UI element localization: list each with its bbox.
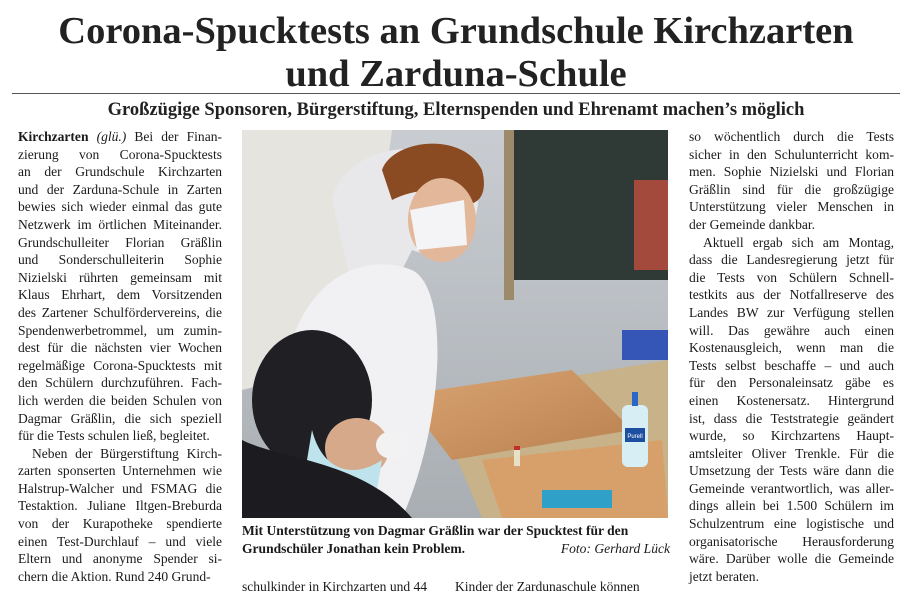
text-line: Aktuell ergab sich am Montag, [703, 234, 894, 250]
text-line: men. Sophie Nizielski und Florian [689, 164, 894, 180]
text-line: Eltern und anonyme Spender si- [18, 551, 222, 567]
text-line: Halstrup-Walcher und FSMAG die [18, 480, 222, 496]
dateline: Kirchzarten [18, 129, 89, 144]
text-line: Neben der Bürgerstiftung Kirch- [32, 445, 222, 461]
text-line: organisatorische Herausforderung [689, 533, 894, 549]
text-line: Testaktion. Juliane Iltgen-Breburda [18, 498, 222, 514]
col2b-bottom-line: Kinder der Zardunaschule können [455, 579, 640, 594]
text-line: dass die Landesregierung jetzt für [689, 252, 894, 268]
text-line: will. Das gewähre auch einen [689, 322, 894, 338]
text-line: regelmäßige Corona-Spucktests mit [18, 357, 222, 373]
headline-line-2: und Zarduna-Schule [285, 53, 627, 95]
test-tube [376, 431, 408, 459]
text-line: der Gemeinde dankbar. [689, 216, 816, 232]
text-line: an der Grundschule Kirchzarten [18, 164, 222, 180]
text-line: wäre. Darüber wolle die Gemeinde [689, 551, 894, 567]
text-line: chern die Aktion. Rund 240 Grund- [18, 568, 211, 584]
text-line: dings allein bei 1.500 Schülern im [689, 498, 894, 514]
text-line: amtsleiter Oliver Trenkle. Für die [689, 445, 894, 461]
text-line: lich werden die beiden Schulen von [18, 392, 222, 408]
article-headline [10, 10, 902, 96]
text-line: den Schülern durchzuführen. Fach- [18, 375, 222, 391]
text-line: wurde, so Kirchzartens Haupt- [689, 428, 894, 444]
caption-line-1: Mit Unterstützung von Dagmar Gräßlin war der Spucktest für den [242, 523, 629, 538]
col1-first-line: Kirchzarten (glü.) Bei der Finan- [18, 129, 222, 144]
text-line: Landes BW zur Verfügung stellen [689, 304, 894, 320]
text-line: Umsetzung der Tests wäre dann die [689, 463, 894, 479]
caption-line-2: Grundschüler Jonathan kein Problem. [242, 540, 466, 556]
text-line: Dagmar Gräßlin, die sich speziell [18, 410, 222, 426]
text-line: ist, dass die Teststrategie geändert [689, 410, 894, 426]
text-line: und Sonderschulleiterin Sophie [18, 252, 222, 268]
text-line: Klaus Ehrhart, dem Vorsitzenden [18, 287, 222, 303]
text-line: Tests selbst beschaffe – und auch [689, 357, 894, 373]
text-line: Schulzentrum eine logistische und [689, 516, 894, 532]
text-line: zarten sponserten Unternehmen wie [18, 463, 222, 479]
headline-line-1: Corona-Spucktests an Grundschule Kirchzarten [58, 10, 854, 52]
text-line: Gemeinde verantwortlich, was aller- [689, 480, 894, 496]
article-photo [242, 130, 668, 518]
text-line: für die Tests schulen ließ, begleitet. [18, 428, 210, 444]
text-line: Kostenausgleich, wenn man die [689, 340, 894, 356]
col2-bottom-line: schulkinder in Kirchzarten und 44 [242, 579, 428, 594]
text-line: einen Test-Durchlauf – und viele [18, 533, 222, 549]
photo-caption [242, 522, 670, 557]
text-line: so wöchentlich durch die Tests [689, 129, 894, 144]
text-line: die Tests von Schülern Schnell- [689, 269, 894, 285]
text-line: und der Zarduna-Schule in Zarten [18, 181, 222, 197]
text-line: sicher in den Schulunterricht kom- [689, 146, 894, 162]
text-line: zierung von Corona-Spucktests [18, 146, 222, 162]
text-line: Gräßlin sind für die großzügige [689, 181, 894, 197]
author-tag: (glü.) [96, 129, 127, 144]
text-column-1 [18, 128, 222, 585]
blue-crate [622, 330, 668, 360]
text-line: dest für die nächsten vier Wochen [18, 340, 222, 356]
text-line: von der Kurapotheke spendierte [18, 516, 222, 532]
text-line: einen Kostenersatz. Hintergrund [689, 392, 894, 408]
text-line: Unterstützung vieler Menschen in [689, 199, 894, 215]
text-line: Nizielski rührten gemeinsam mit [18, 269, 222, 285]
text-column-3 [689, 128, 894, 585]
text-line: des Zartener Schulfördervereins, die [18, 304, 222, 320]
bottle-label: Purell [627, 434, 643, 440]
text-line: bewies sich wieder einmal das gute [18, 199, 222, 215]
text-line: Netzwerk im örtlichen Miteinander. [18, 216, 222, 232]
photo-credit: Foto: Gerhard Lück [560, 540, 670, 556]
text-line: Grundschulleiter Florian Gräßlin [18, 234, 222, 250]
article-subheadline: Großzügige Sponsoren, Bürgerstiftung, Elternspenden und Ehrenamt machen’s möglich [107, 100, 805, 120]
text-line: testkits aus der Notfallreserve des [689, 287, 894, 303]
text-line: für den Personaleinsatz gäbe es [689, 375, 894, 391]
text-line: Spendenwerbetrommel, um zumin- [18, 322, 222, 338]
classroom-photo-illustration [242, 130, 668, 518]
headline-rule [12, 93, 900, 94]
text-line: jetzt beraten. [689, 568, 759, 584]
